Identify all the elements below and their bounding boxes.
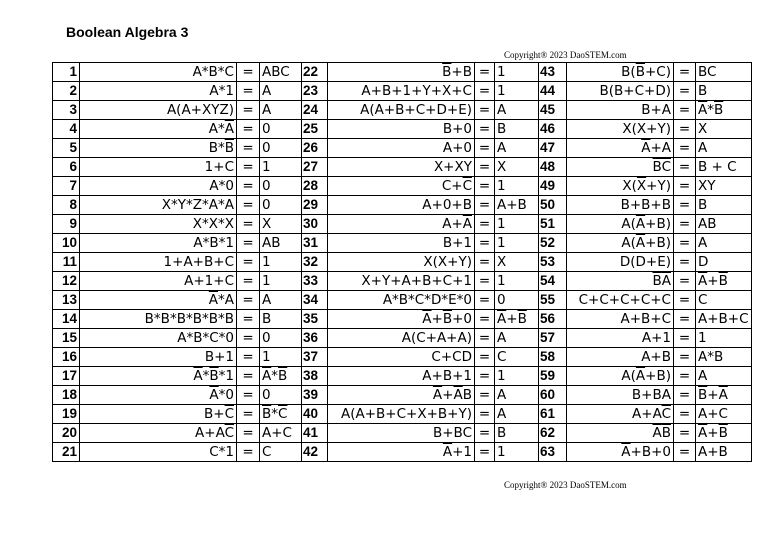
problem-number: 21 (53, 443, 80, 462)
expression: 1+C (80, 158, 237, 177)
result: 1 (495, 272, 539, 291)
table-row (53, 196, 752, 215)
problem-number: 6 (53, 158, 80, 177)
result: B (696, 82, 752, 101)
result: A (495, 101, 539, 120)
table-row (53, 253, 752, 272)
problem-number: 30 (302, 215, 328, 234)
result: A (495, 329, 539, 348)
equals-sign: = (475, 82, 495, 101)
equals-sign: = (475, 234, 495, 253)
expression: $\overline{B}+B$ (328, 63, 475, 82)
result: $\overline{B}+\overline{A}$ (696, 386, 752, 405)
equals-sign: = (674, 82, 696, 101)
equals-sign: = (674, 329, 696, 348)
equals-sign: = (475, 348, 495, 367)
result: B (495, 424, 539, 443)
expression: A(A+B+C+X+B+Y) (328, 405, 475, 424)
problem-number: 61 (539, 405, 567, 424)
problem-number: 14 (53, 310, 80, 329)
problem-number: 2 (53, 82, 80, 101)
problem-number: 39 (302, 386, 328, 405)
expression: A+B+1 (328, 367, 475, 386)
expression: D(D+E) (567, 253, 674, 272)
result: D (696, 253, 752, 272)
expression: A(A+XYZ) (80, 101, 237, 120)
expression: A+B+1+Y+X+C (328, 82, 475, 101)
equals-sign: = (237, 234, 260, 253)
problem-number: 55 (539, 291, 567, 310)
equals-sign: = (674, 386, 696, 405)
expression: $A(\overline{A}+B)$ (567, 215, 674, 234)
equals-sign: = (475, 329, 495, 348)
problem-number: 63 (539, 443, 567, 462)
table-row (53, 158, 752, 177)
equals-sign: = (237, 82, 260, 101)
equals-sign: = (237, 405, 260, 424)
table-row (53, 443, 752, 462)
table-row (53, 367, 752, 386)
result: 1 (495, 215, 539, 234)
equals-sign: = (674, 63, 696, 82)
expression: A+1+C (80, 272, 237, 291)
equals-sign: = (237, 101, 260, 120)
problem-number: 12 (53, 272, 80, 291)
problem-number: 57 (539, 329, 567, 348)
expression: B+1 (328, 234, 475, 253)
result: 1 (495, 82, 539, 101)
result: XY (696, 177, 752, 196)
problem-number: 8 (53, 196, 80, 215)
expression: $A(\overline{A}+B)$ (567, 234, 674, 253)
table-row (53, 386, 752, 405)
problem-number: 41 (302, 424, 328, 443)
equals-sign: = (674, 158, 696, 177)
equals-sign: = (674, 253, 696, 272)
equals-sign: = (237, 139, 260, 158)
equals-sign: = (237, 329, 260, 348)
expression: $C+\overline{C}$ (328, 177, 475, 196)
expression: A+B (567, 348, 674, 367)
problem-number: 16 (53, 348, 80, 367)
equals-sign: = (674, 101, 696, 120)
equals-sign: = (674, 234, 696, 253)
equals-sign: = (674, 177, 696, 196)
equals-sign: = (674, 139, 696, 158)
expression: A(C+A+A) (328, 329, 475, 348)
equals-sign: = (237, 310, 260, 329)
result: X (696, 120, 752, 139)
problem-number: 62 (539, 424, 567, 443)
problem-number: 59 (539, 367, 567, 386)
result: 1 (260, 348, 302, 367)
problem-number: 49 (539, 177, 567, 196)
equals-sign: = (237, 348, 260, 367)
result: $\overline{A}*\overline{B}$ (696, 101, 752, 120)
expression: B+BC (328, 424, 475, 443)
expression: $B*\overline{B}$ (80, 139, 237, 158)
problem-number: 19 (53, 405, 80, 424)
worksheet-title: Boolean Algebra 3 (66, 24, 189, 40)
problem-number: 40 (302, 405, 328, 424)
problem-number: 25 (302, 120, 328, 139)
result: AB (696, 215, 752, 234)
result: 0 (260, 177, 302, 196)
equals-sign: = (475, 424, 495, 443)
result: 1 (495, 367, 539, 386)
equals-sign: = (237, 424, 260, 443)
result: 1 (495, 63, 539, 82)
table-row (53, 120, 752, 139)
result: A (696, 367, 752, 386)
result: X (260, 215, 302, 234)
result: X (495, 253, 539, 272)
problem-number: 47 (539, 139, 567, 158)
equals-sign: = (237, 158, 260, 177)
result: 1 (495, 177, 539, 196)
expression: $\overline{A}\overline{B}$ (567, 424, 674, 443)
result: B (495, 120, 539, 139)
table-row (53, 405, 752, 424)
problem-number: 28 (302, 177, 328, 196)
result: BC (696, 63, 752, 82)
equals-sign: = (237, 443, 260, 462)
problem-number: 52 (539, 234, 567, 253)
result: 0 (260, 329, 302, 348)
result: 1 (260, 272, 302, 291)
result: X (495, 158, 539, 177)
expression: X+Y+A+B+C+1 (328, 272, 475, 291)
equals-sign: = (237, 272, 260, 291)
expression: A*B*1 (80, 234, 237, 253)
table-row (53, 139, 752, 158)
expression: A*1 (80, 82, 237, 101)
expression: A+0+B (328, 196, 475, 215)
expression: X(X+Y) (567, 120, 674, 139)
problem-number: 38 (302, 367, 328, 386)
equals-sign: = (674, 348, 696, 367)
expression: $\overline{A}+\overline{B}+0$ (328, 310, 475, 329)
expression: X*Y*Z*A*A (80, 196, 237, 215)
expression: B+A (567, 101, 674, 120)
equals-sign: = (237, 120, 260, 139)
problem-number: 29 (302, 196, 328, 215)
problem-number: 56 (539, 310, 567, 329)
problem-number: 58 (539, 348, 567, 367)
result: ABC (260, 63, 302, 82)
equals-sign: = (475, 158, 495, 177)
result: $\overline{A}+\overline{B}$ (495, 310, 539, 329)
result: A+C (696, 405, 752, 424)
expression: $B(\overline{B}+C)$ (567, 63, 674, 82)
result: 1 (495, 443, 539, 462)
table-row (53, 348, 752, 367)
problem-number: 42 (302, 443, 328, 462)
equals-sign: = (475, 139, 495, 158)
result: C (260, 443, 302, 462)
table-row (53, 291, 752, 310)
problem-number: 15 (53, 329, 80, 348)
expression: $\overline{A}+1$ (328, 443, 475, 462)
equals-sign: = (674, 367, 696, 386)
equals-sign: = (674, 310, 696, 329)
problem-number: 9 (53, 215, 80, 234)
expression: $A+A\overline{C}$ (80, 424, 237, 443)
result: 1 (260, 158, 302, 177)
result: B + C (696, 158, 752, 177)
equals-sign: = (475, 215, 495, 234)
result: A (260, 82, 302, 101)
result: A+B (696, 443, 752, 462)
result: A (260, 291, 302, 310)
problem-number: 3 (53, 101, 80, 120)
result: B (696, 196, 752, 215)
result: C (495, 348, 539, 367)
equals-sign: = (674, 120, 696, 139)
expression: A*0 (80, 177, 237, 196)
problem-number: 22 (302, 63, 328, 82)
expression: $\overline{B}\overline{C}$ (567, 158, 674, 177)
problem-number: 50 (539, 196, 567, 215)
problem-number: 5 (53, 139, 80, 158)
problem-number: 27 (302, 158, 328, 177)
equals-sign: = (475, 291, 495, 310)
problem-number: 23 (302, 82, 328, 101)
expression: B*B*B*B*B*B (80, 310, 237, 329)
expression: $A+A\overline{C}$ (567, 405, 674, 424)
expression: B+B+B (567, 196, 674, 215)
result: 0 (495, 291, 539, 310)
equals-sign: = (475, 196, 495, 215)
result: B (260, 310, 302, 329)
problem-number: 35 (302, 310, 328, 329)
table-row (53, 177, 752, 196)
result: 0 (260, 139, 302, 158)
result: A (696, 234, 752, 253)
problem-number: 48 (539, 158, 567, 177)
result: 1 (260, 253, 302, 272)
equals-sign: = (475, 443, 495, 462)
result: $\overline{A}*\overline{B}$ (260, 367, 302, 386)
problem-number: 60 (539, 386, 567, 405)
expression: X+XY (328, 158, 475, 177)
result: A+B+C (696, 310, 752, 329)
problem-number: 17 (53, 367, 80, 386)
equals-sign: = (674, 291, 696, 310)
equals-sign: = (475, 177, 495, 196)
result: C (696, 291, 752, 310)
expression: X*X*X (80, 215, 237, 234)
expression: $\overline{A}*A$ (80, 291, 237, 310)
equals-sign: = (475, 63, 495, 82)
table-row (53, 329, 752, 348)
equals-sign: = (237, 177, 260, 196)
problem-number: 1 (53, 63, 80, 82)
problem-number: 34 (302, 291, 328, 310)
problem-number: 46 (539, 120, 567, 139)
equals-sign: = (475, 253, 495, 272)
problem-number: 37 (302, 348, 328, 367)
expression: A*B*C*D*E*0 (328, 291, 475, 310)
expression: $\overline{A}+A$ (567, 139, 674, 158)
expression: $\overline{A}+B+0$ (567, 443, 674, 462)
copyright-bottom: Copyright® 2023 DaoSTEM.com (504, 480, 627, 490)
problem-number: 11 (53, 253, 80, 272)
table-row (53, 234, 752, 253)
equals-sign: = (475, 120, 495, 139)
result: 0 (260, 196, 302, 215)
equals-sign: = (475, 310, 495, 329)
result: A+B (495, 196, 539, 215)
table-row (53, 82, 752, 101)
problem-number: 26 (302, 139, 328, 158)
result: A (495, 405, 539, 424)
result: $\overline{A}+\overline{B}$ (696, 424, 752, 443)
expression: $A*\overline{A}$ (80, 120, 237, 139)
result: 0 (260, 386, 302, 405)
problem-number: 45 (539, 101, 567, 120)
problem-number: 7 (53, 177, 80, 196)
problem-number: 13 (53, 291, 80, 310)
problem-number: 31 (302, 234, 328, 253)
equals-sign: = (237, 291, 260, 310)
problem-number: 51 (539, 215, 567, 234)
result: A (495, 386, 539, 405)
expression: A+B+C (567, 310, 674, 329)
result: A (696, 139, 752, 158)
equals-sign: = (674, 196, 696, 215)
identity-table-body (53, 63, 752, 462)
equals-sign: = (237, 196, 260, 215)
expression: A+1 (567, 329, 674, 348)
table-row (53, 63, 752, 82)
expression: $\overline{A}*\overline{B}*1$ (80, 367, 237, 386)
expression: $\overline{B}\overline{A}$ (567, 272, 674, 291)
problem-number: 53 (539, 253, 567, 272)
equals-sign: = (237, 386, 260, 405)
equals-sign: = (475, 101, 495, 120)
table-row (53, 215, 752, 234)
expression: B+1 (80, 348, 237, 367)
problem-number: 10 (53, 234, 80, 253)
equals-sign: = (237, 215, 260, 234)
table-row (53, 424, 752, 443)
expression: $A(\overline{A}+B)$ (567, 367, 674, 386)
result: 0 (260, 120, 302, 139)
table-row (53, 310, 752, 329)
equals-sign: = (674, 272, 696, 291)
problem-number: 43 (539, 63, 567, 82)
table-row (53, 101, 752, 120)
expression: B+BA (567, 386, 674, 405)
problem-number: 36 (302, 329, 328, 348)
identity-table (52, 62, 752, 462)
expression: A(A+B+C+D+E) (328, 101, 475, 120)
problem-number: 18 (53, 386, 80, 405)
expression: X(X+Y) (328, 253, 475, 272)
result: $\overline{A}+\overline{B}$ (696, 272, 752, 291)
equals-sign: = (475, 386, 495, 405)
equals-sign: = (237, 63, 260, 82)
result: A (260, 101, 302, 120)
problem-number: 32 (302, 253, 328, 272)
equals-sign: = (674, 405, 696, 424)
equals-sign: = (674, 424, 696, 443)
expression: $B+\overline{C}$ (80, 405, 237, 424)
expression: $\overline{A}+\overline{A}B$ (328, 386, 475, 405)
expression: $X(\overline{X}+Y)$ (567, 177, 674, 196)
table-row (53, 272, 752, 291)
problem-number: 54 (539, 272, 567, 291)
result: $\overline{B}*\overline{C}$ (260, 405, 302, 424)
expression: 1+A+B+C (80, 253, 237, 272)
problem-number: 33 (302, 272, 328, 291)
equals-sign: = (475, 272, 495, 291)
expression: B+0 (328, 120, 475, 139)
problem-number: 20 (53, 424, 80, 443)
result: AB (260, 234, 302, 253)
equals-sign: = (674, 215, 696, 234)
copyright-top: Copyright® 2023 DaoSTEM.com (504, 50, 627, 60)
expression: $\overline{A}*0$ (80, 386, 237, 405)
equals-sign: = (237, 367, 260, 386)
equals-sign: = (237, 253, 260, 272)
result: A*B (696, 348, 752, 367)
equals-sign: = (674, 443, 696, 462)
expression: C+CD (328, 348, 475, 367)
problem-number: 4 (53, 120, 80, 139)
result: A (495, 139, 539, 158)
expression: A*B*C*0 (80, 329, 237, 348)
equals-sign: = (475, 405, 495, 424)
result: A+C (260, 424, 302, 443)
problem-number: 44 (539, 82, 567, 101)
expression: C+C+C+C+C (567, 291, 674, 310)
result: 1 (495, 234, 539, 253)
expression: A*B*C (80, 63, 237, 82)
expression: $A+\overline{A}$ (328, 215, 475, 234)
problem-number: 24 (302, 101, 328, 120)
expression: A+0 (328, 139, 475, 158)
expression: C*1 (80, 443, 237, 462)
expression: B(B+C+D) (567, 82, 674, 101)
result: 1 (696, 329, 752, 348)
equals-sign: = (475, 367, 495, 386)
